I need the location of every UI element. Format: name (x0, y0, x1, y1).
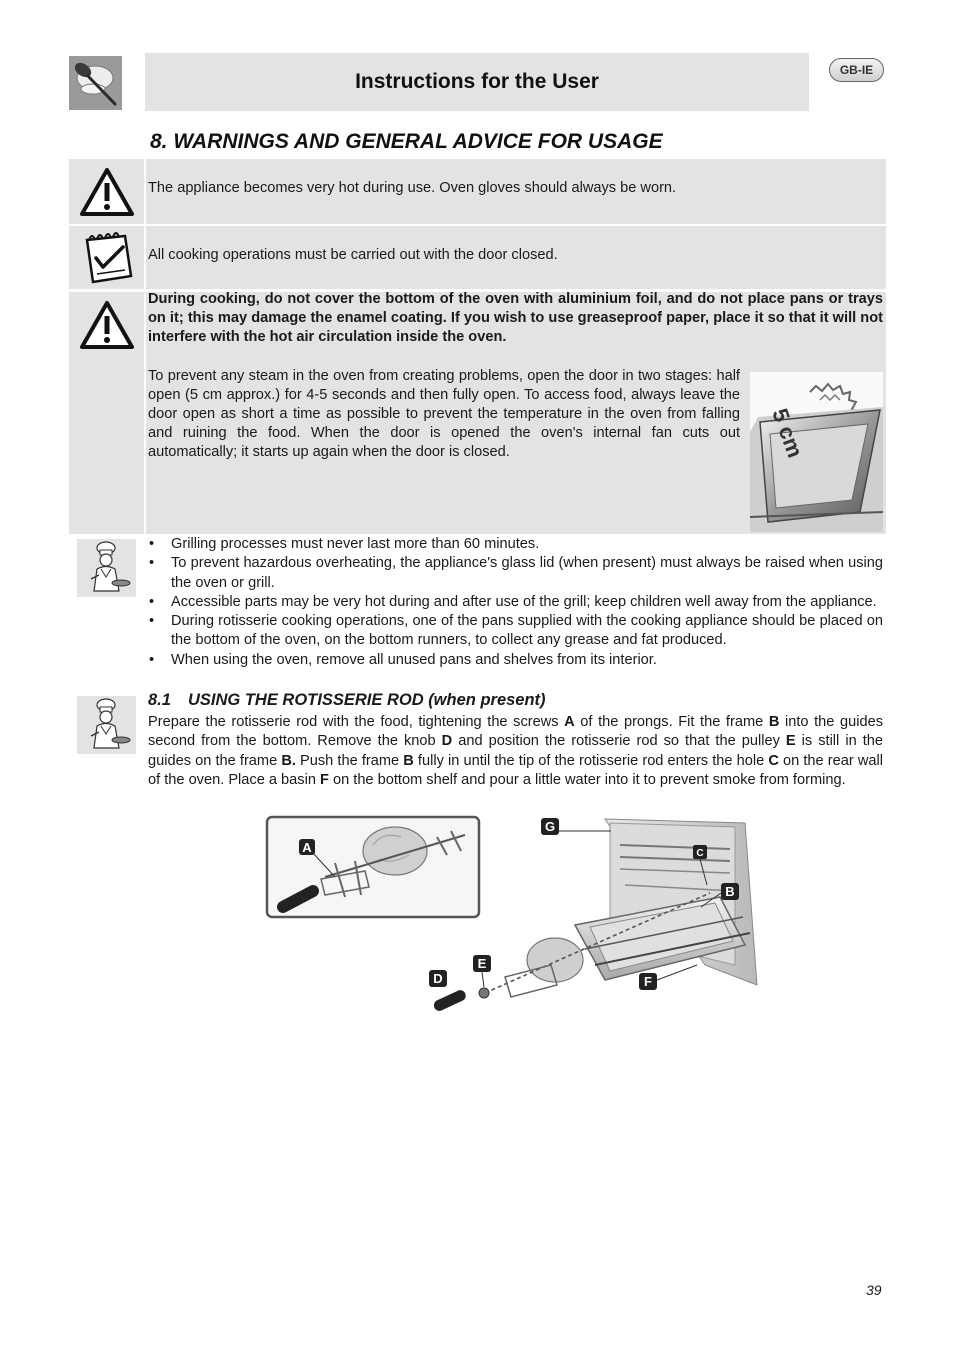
oven-door-opening-image (750, 372, 883, 532)
rotisserie-instructions (148, 713, 883, 790)
section-title-text: WARNINGS AND GENERAL ADVICE FOR USAGE (173, 130, 663, 153)
chef-icon-2-cell (77, 696, 136, 754)
label-g: G (544, 819, 556, 834)
paragraph-run: C (768, 752, 779, 769)
row-3-bold-text: During cooking, do not cover the bottom of the oven with aluminium foil, and do not place pans or trays on it; this may damage the enamel coating. If you wish to use greaseproof paper, place it so that it will not interfere with the hot air circulation inside the oven. (148, 291, 883, 345)
paragraph-run: of the prongs. Fit the frame (574, 714, 769, 730)
subsection-heading (148, 691, 546, 710)
language-badge: GB-IE (829, 58, 884, 82)
paragraph-run: into the guides second from the bottom. Remove the knob (148, 714, 883, 750)
header-logo (69, 56, 122, 110)
paragraph-run: F (320, 771, 329, 788)
list-item: • When using the oven, remove all unused pans and shelves from its interior. (148, 651, 883, 670)
header-bar (145, 53, 809, 111)
advice-bullet-list (148, 535, 883, 670)
row-3-text-cell (146, 292, 886, 534)
subsection-title: USING THE ROTISSERIE ROD (when present) (188, 691, 546, 709)
paragraph-run: is still in the guides on the frame (148, 733, 883, 769)
row-1-text-cell (146, 159, 886, 224)
row-3-icon-cell (69, 292, 144, 534)
rotisserie-figure (265, 815, 761, 1020)
row-1-text: The appliance becomes very hot during use. Oven gloves should always be worn. (148, 180, 677, 196)
list-item: • To prevent hazardous overheating, the appliance's glass lid (when present) must always be raised when using the oven or grill. (148, 554, 883, 593)
page-number: 39 (866, 1282, 882, 1298)
paragraph-run: fully in until the tip of the rotisserie rod enters the hole (413, 752, 769, 769)
paragraph-run: B. (281, 752, 296, 769)
row-3-text: To prevent any steam in the oven from creating problems, open the door in two stages: half open (5 cm approx.) for 4-5 seconds and then fully open. To access food, always leave the door open as short a time as possible to prevent the temperature in the oven from falling and ruining the food. When the door is opened the oven's internal fan cuts out automatically; it starts up again when the door is closed. (148, 368, 740, 460)
header-title: Instructions for the User (355, 70, 599, 93)
paragraph-run: Push the frame (295, 752, 404, 769)
paragraph-run: and position the rotisserie rod so that the pulley (452, 733, 786, 750)
label-c: C (696, 848, 704, 859)
row-2-text: All cooking operations must be carried out with the door closed. (148, 247, 558, 263)
paragraph-run: E (785, 733, 796, 750)
label-d: D (433, 971, 443, 986)
label-a: A (302, 840, 312, 855)
section-title (150, 130, 663, 154)
list-item: • During rotisserie cooking operations, one of the pans supplied with the cooking appliance should be placed on the bottom of the oven, on the bottom runners, to collect any grease and fat produced. (148, 612, 883, 651)
paragraph-run: on the bottom shelf and pour a little water into it to prevent smoke from forming. (328, 771, 846, 788)
warning-triangle-icon (79, 167, 135, 217)
paragraph-run: Prepare the rotisserie rod with the food, tightening the screws (148, 714, 565, 730)
row-2-text-cell (146, 226, 886, 289)
paragraph-run: B (403, 752, 414, 769)
paragraph-run: B (768, 714, 780, 730)
rotisserie-diagram (265, 815, 761, 1020)
spoon-chef-hat-icon (69, 56, 122, 110)
row-2-icon-cell (69, 226, 144, 289)
chef-icon (77, 539, 136, 597)
row-1-icon-cell (69, 159, 144, 224)
list-item: • Accessible parts may be very hot during and after use of the grill; keep children well away from the appliance. (148, 593, 883, 612)
oven-door-illustration (750, 372, 883, 532)
chef-icon-1-cell (77, 539, 136, 597)
paragraph-run: on the rear wall of the oven. Place a basin (148, 752, 883, 788)
list-item: • Grilling processes must never last more than 60 minutes. (148, 535, 883, 554)
notepad-checklist-icon (79, 230, 135, 286)
label-b: B (725, 884, 735, 899)
paragraph-run: D (441, 733, 453, 750)
section-number: 8. (150, 130, 168, 153)
warning-triangle-icon (79, 300, 135, 350)
door-gap-label: 5 cm (767, 405, 808, 461)
label-f: F (644, 974, 652, 989)
paragraph-run: A (564, 714, 575, 730)
chef-icon (77, 696, 136, 754)
subsection-number: 8.1 (148, 691, 171, 709)
label-e: E (477, 956, 487, 971)
